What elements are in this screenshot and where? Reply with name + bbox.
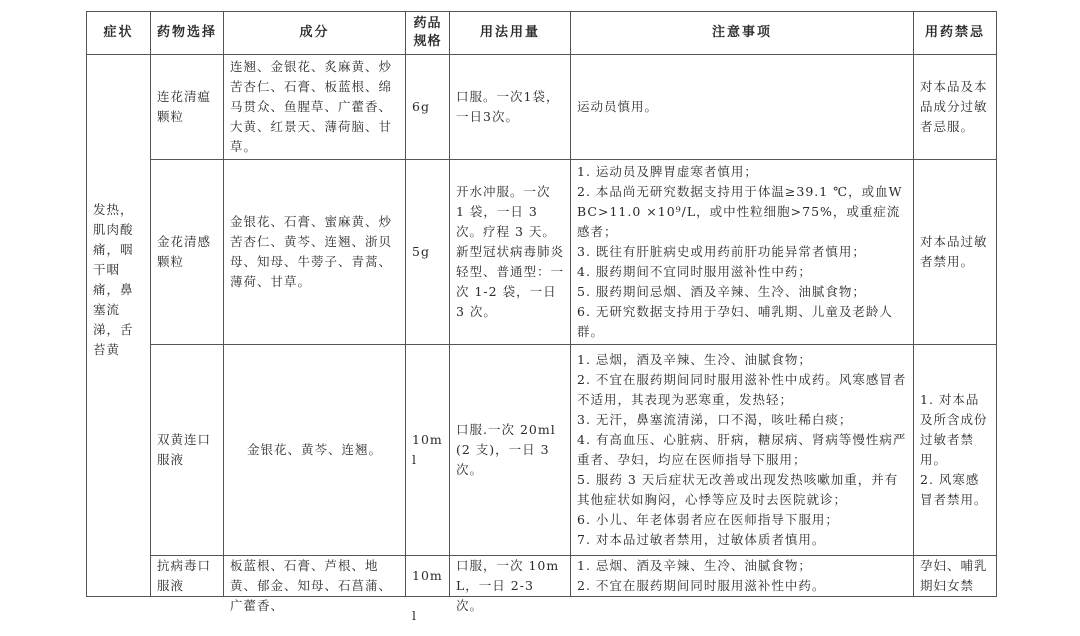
contra-item: 孕妇、哺乳期妇女禁 [920, 558, 988, 593]
note-item: 2. 本品尚无研究数据支持用于体温≥39.1 ℃，或血WBC>11.0 ×10⁹/L，或中性粒细胞>75%，或重症流感者； [577, 184, 903, 239]
note-item: 1. 忌烟，酒及辛辣、生冷、油腻食物； [577, 352, 812, 367]
symptom-cell [87, 55, 151, 597]
spec: 6g [406, 55, 450, 160]
spec: 5g [406, 160, 450, 345]
table-row [87, 556, 997, 597]
note-item: 3. 既往有肝脏病史或用药前肝功能异常者慎用； [577, 244, 866, 259]
ingredients: 板蓝根、石膏、芦根、地黄、郁金、知母、石菖蒲、广藿香、 [224, 556, 406, 597]
header-usage: 用法用量 [450, 12, 571, 55]
note-item: 运动员慎用。 [577, 99, 659, 114]
header-ingredients: 成分 [224, 12, 406, 55]
ingredients: 金银花、石膏、蜜麻黄、炒苦杏仁、黄芩、连翘、浙贝母、知母、牛蒡子、青蒿、薄荷、甘草。 [224, 160, 406, 345]
ingredients: 金银花、黄芩、连翘。 [224, 345, 406, 556]
note-item: 6. 无研究数据支持用于孕妇、哺乳期、儿童及老龄人群。 [577, 304, 893, 339]
spec: 10ml [406, 556, 450, 597]
header-drug: 药物选择 [151, 12, 224, 55]
contra-item: 对本品及本品成分过敏者忌服。 [920, 79, 988, 134]
note-item: 5. 服药期间忌烟、酒及辛辣、生冷、油腻食物； [577, 284, 866, 299]
note-item: 5. 服药 3 天后症状无改善或出现发热咳嗽加重，并有其他症状如胸闷，心悸等应及时去医院就诊； [577, 472, 899, 507]
note-item: 2. 不宜在服药期间同时服用滋补性中成药。风寒感冒者不适用，其表现为恶寒重，发热轻； [577, 372, 907, 407]
medication-table [86, 11, 997, 623]
header-spec-line1: 药品 [413, 16, 442, 31]
note-item: 4. 服药期间不宜同时服用滋补性中药； [577, 264, 812, 279]
note-item: 7. 对本品过敏者禁用，过敏体质者慎用。 [577, 532, 826, 547]
drug-name: 金花清感颗粒 [151, 160, 224, 345]
notes [571, 55, 914, 160]
header-symptom: 症状 [87, 12, 151, 55]
table-row [87, 55, 997, 160]
notes [571, 345, 914, 556]
drug-name: 连花清瘟颗粒 [151, 55, 224, 160]
contra-item: 对本品过敏者禁用。 [920, 234, 988, 269]
symptom-text: 发热，肌肉酸痛，咽干咽痛，鼻塞流涕，舌苔黄 [93, 201, 134, 357]
drug-name: 双黄连口服液 [151, 345, 224, 556]
table-row [87, 345, 997, 556]
ingredients: 连翘、金银花、炙麻黄、炒苦杏仁、石膏、板蓝根、绵马贯众、鱼腥草、广藿香、大黄、红景天、薄荷脑、甘草。 [224, 55, 406, 160]
header-spec [406, 12, 450, 55]
usage: 口服.一次 20ml (2 支)，一日 3 次。 [450, 345, 571, 556]
notes [571, 556, 914, 597]
header-notes: 注意事项 [571, 12, 914, 55]
spec: 10ml [406, 345, 450, 556]
contraindications [914, 55, 997, 160]
contra-item: 1. 对本品及所含成份过敏者禁用。 [920, 392, 988, 467]
contraindications [914, 345, 997, 556]
contraindications [914, 160, 997, 345]
note-item: 6. 小儿、年老体弱者应在医师指导下服用； [577, 512, 839, 527]
header-spec-line2: 规格 [413, 34, 442, 49]
usage: 口服，一次 10mL，一日 2-3 次。 [450, 556, 571, 597]
header-row [87, 12, 997, 55]
note-item: 3. 无汗，鼻塞流清涕，口不渴，咳吐稀白痰； [577, 412, 853, 427]
usage: 开水冲服。一次 1 袋，一日 3 次。疗程 3 天。新型冠状病毒肺炎轻型、普通型：一次 1-2 袋，一日 3 次。 [450, 160, 571, 345]
notes [571, 160, 914, 345]
contra-item: 2. 风寒感冒者禁用。 [920, 472, 988, 507]
drug-name: 抗病毒口服液 [151, 556, 224, 597]
table-row [87, 160, 997, 345]
note-item: 4. 有高血压、心脏病、肝病，糖尿病、肾病等慢性病严重者、孕妇，均应在医师指导下服用； [577, 432, 907, 467]
note-item: 2. 不宜在服药期间同时服用滋补性中药。 [577, 578, 826, 593]
header-contraindications: 用药禁忌 [914, 12, 997, 55]
note-item: 1. 运动员及脾胃虚寒者慎用； [577, 164, 758, 179]
contraindications [914, 556, 997, 597]
usage: 口服。一次1袋，一日3次。 [450, 55, 571, 160]
note-item: 1. 忌烟、酒及辛辣、生冷、油腻食物； [577, 558, 812, 573]
